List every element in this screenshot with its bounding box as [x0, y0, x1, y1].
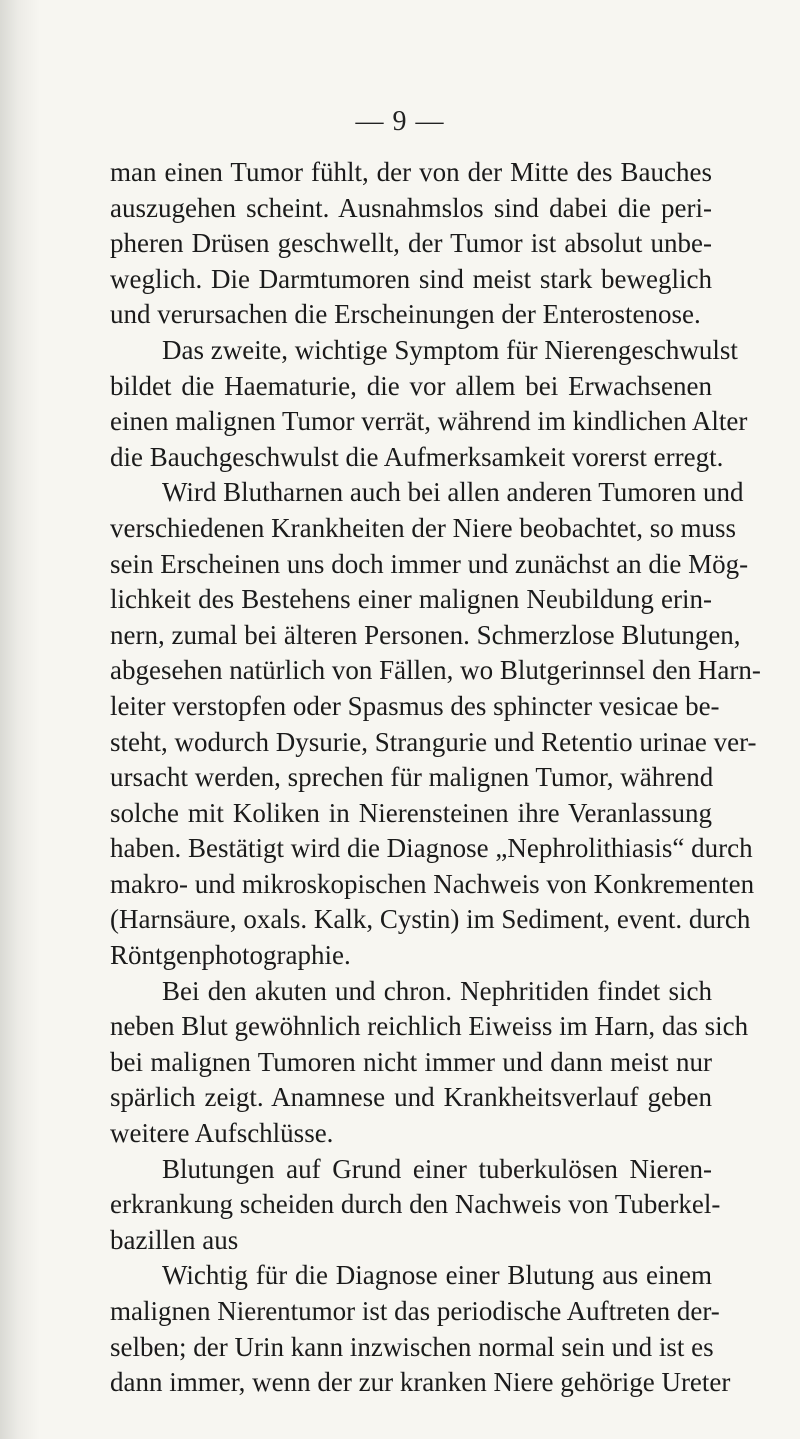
paragraph-start-line: Blutungen auf Grund einer tuberkulösen Nieren-: [162, 1153, 712, 1184]
text-line: die Bauchgeschwulst die Aufmerksamkeit vorerst erregt.: [110, 441, 724, 472]
text-line: bildet die Haematurie, die vor allem bei Erwachsenen: [110, 370, 712, 401]
page-number: — 9 —: [355, 106, 445, 137]
text-line: weitere Aufschlüsse.: [110, 1118, 334, 1149]
text-line: man einen Tumor fühlt, der von der Mitte des Bauches: [110, 157, 712, 187]
text-line: erkrankung scheiden durch den Nachweis von Tuberkel-: [110, 1189, 721, 1220]
text-line: spärlich zeigt. Anamnese und Krankheitsverlauf geben: [110, 1082, 712, 1113]
text-line: pheren Drüsen geschwellt, der Tumor ist absolut unbe-: [110, 228, 712, 259]
text-line: haben. Bestätigt wird die Diagnose „Nephrolithiasis“ durch: [110, 833, 753, 864]
text-line: Röntgenphotographie.: [110, 940, 351, 971]
text-line: sein Erscheinen uns doch immer und zunächst an die Mög-: [110, 548, 749, 579]
text-line: malignen Nierentumor ist das periodische Auftreten der-: [110, 1296, 720, 1326]
text-line: neben Blut gewöhnlich reichlich Eiweiss im Harn, das sich: [110, 1011, 749, 1042]
text-line: nern, zumal bei älteren Personen. Schmerzlose Blutungen,: [110, 619, 741, 650]
text-line: bazillen aus: [110, 1224, 239, 1255]
text-line: dann immer, wenn der zur kranken Niere gehörige Ureter: [110, 1367, 731, 1398]
text-line: bei malignen Tumoren nicht immer und dann meist nur: [110, 1046, 712, 1077]
text-line: verschiedenen Krankheiten der Niere beobachtet, so muss: [110, 512, 737, 543]
text-line: weglich. Die Darmtumoren sind meist stark beweglich: [110, 263, 712, 294]
paragraph-start-line: Bei den akuten und chron. Nephritiden findet sich: [162, 975, 712, 1006]
text-line: (Harnsäure, oxals. Kalk, Cystin) im Sediment, event. durch: [110, 904, 751, 935]
text-line: abgesehen natürlich von Fällen, wo Blutgerinnsel den Harn-: [110, 655, 761, 686]
paragraph-start-line: Wichtig für die Diagnose einer Blutung aus einem: [162, 1260, 712, 1291]
text-line: solche mit Koliken in Nierensteinen ihre Veranlassung: [110, 797, 712, 828]
body-text: [110, 155, 761, 1401]
text-line: auszugehen scheint. Ausnahmslos sind dabei die peri-: [110, 192, 712, 223]
text-line: einen malignen Tumor verrät, während im kindlichen Alter: [110, 406, 748, 437]
text-line: makro- und mikroskopischen Nachweis von Konkrementen: [110, 868, 755, 899]
paragraph-start-line: Das zweite, wichtige Symptom für Nierengeschwulst: [162, 334, 738, 365]
text-line: lichkeit des Bestehens einer malignen Neubildung erin-: [110, 584, 712, 615]
text-line: steht, wodurch Dysurie, Strangurie und Retentio urinae ver-: [110, 726, 757, 757]
text-line: ursacht werden, sprechen für malignen Tumor, während: [110, 762, 714, 793]
text-line: selben; der Urin kann inzwischen normal sein und ist es: [110, 1331, 714, 1362]
text-line: leiter verstopfen oder Spasmus des sphincter vesicae be-: [110, 690, 720, 721]
text-line: und verursachen die Erscheinungen der Enterostenose.: [110, 299, 701, 330]
paragraph-start-line: Wird Blutharnen auch bei allen anderen Tumoren und: [162, 477, 744, 508]
